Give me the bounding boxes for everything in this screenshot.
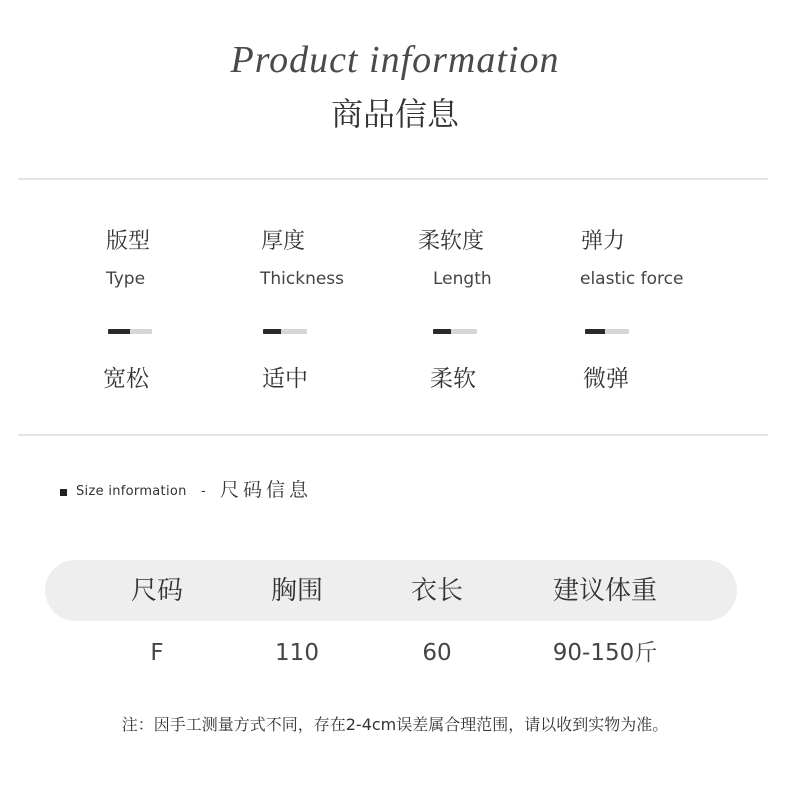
attribute-thickness	[261, 229, 411, 399]
product-information-title-cn: 商品信息	[330, 95, 459, 133]
attribute-label-en: Thickness	[260, 269, 345, 289]
attribute-value: 微弹	[583, 366, 629, 392]
size-table-header-cell: 胸围	[270, 576, 323, 606]
attribute-label-cn: 厚度	[261, 229, 306, 254]
attribute-label-cn: 柔软度	[418, 229, 485, 254]
attribute-label-en: elastic force	[580, 269, 684, 289]
attribute-elastic-force	[581, 229, 731, 399]
attribute-type	[103, 229, 256, 399]
attribute-value: 适中	[262, 366, 308, 392]
attribute-level-fill	[433, 329, 451, 334]
attribute-level-fill	[585, 329, 605, 334]
size-table-header-cell: 衣长	[410, 576, 463, 606]
size-table-cell: 90-150斤	[552, 640, 658, 666]
size-info-separator: -	[201, 484, 206, 499]
attribute-level-scale	[433, 329, 477, 334]
size-info-label-cn: 尺码信息	[220, 479, 313, 501]
attribute-label-en: Type	[106, 269, 146, 289]
attribute-value: 宽松	[103, 366, 149, 392]
section-divider	[18, 178, 768, 180]
size-table-header-cell: 尺码	[130, 576, 183, 606]
size-table-header-cell: 建议体重	[552, 576, 657, 606]
size-table-cell: F	[150, 640, 164, 666]
attribute-label-cn: 弹力	[581, 229, 626, 254]
attribute-value: 柔软	[430, 366, 476, 392]
attribute-level-fill	[108, 329, 130, 334]
size-table-cell: 110	[275, 640, 319, 666]
measurement-note: 注：因手工测量方式不同，存在2-4cm误差属合理范围，请以收到实物为准。	[121, 715, 669, 734]
product-information-title: Product information	[230, 39, 560, 81]
attribute-level-scale	[108, 329, 152, 334]
attribute-level-scale	[263, 329, 307, 334]
attribute-level-fill	[263, 329, 281, 334]
attribute-level-scale	[585, 329, 629, 334]
size-info-label-en: Size information	[76, 484, 187, 499]
size-table-cell: 60	[422, 640, 452, 666]
attribute-softness	[418, 229, 568, 399]
attribute-label-en: Length	[433, 269, 492, 289]
square-bullet-icon	[60, 489, 67, 496]
section-divider	[18, 434, 768, 436]
attribute-label-cn: 版型	[106, 229, 151, 254]
